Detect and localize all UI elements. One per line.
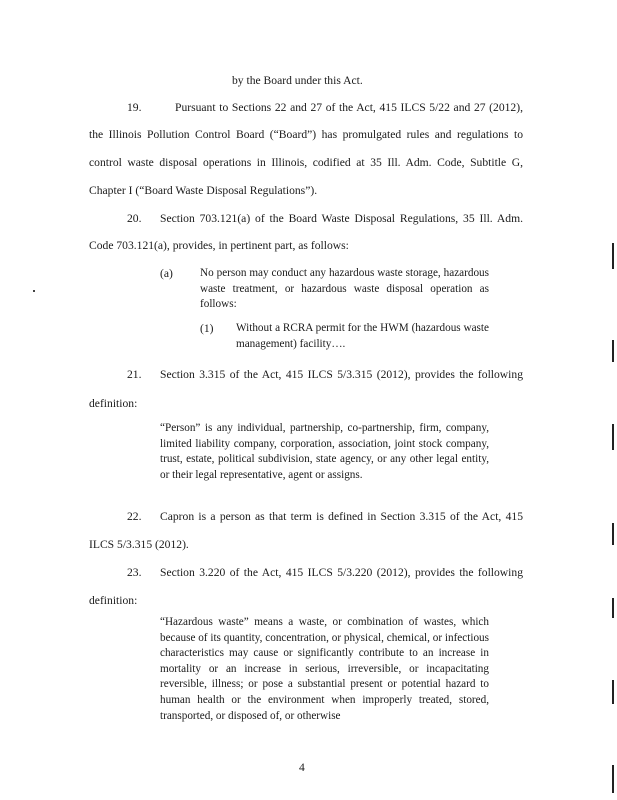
scan-mark — [612, 523, 614, 545]
text-line: the Illinois Pollution Control Board (“Board”) has promulgated rules and regulations to — [89, 128, 523, 141]
scan-mark — [612, 340, 614, 362]
text-line: Section 703.121(a) of the Board Waste Disposal Regulations, 35 Ill. Adm. — [160, 212, 523, 225]
block-quote: “Hazardous waste” means a waste, or combination of wastes, which because of its quantity, concentration, or physical, chemical, or infectious characteristics may cause or significantly contribute to an increase in mortality or an increase in serious, irreversible, or incapacitating reversible, illness; or pose a substantial present or potential hazard to human health or the environment when improperly treated, stored, transported, or disposed of, or otherwise — [160, 616, 489, 722]
text-line: definition: — [89, 594, 138, 607]
block-quote: “Person” is any individual, partnership, co-partnership, firm, company, limited liability company, corporation, association, joint stock company, trust, estate, political subdivision, state agency, or any other legal entity, or their legal representative, agent or assigns. — [160, 422, 489, 481]
scan-speck — [33, 290, 35, 292]
text-line: Chapter I (“Board Waste Disposal Regulations”). — [89, 184, 318, 197]
block-quote: Without a RCRA permit for the HWM (hazardous waste management) facility…. — [236, 322, 489, 350]
scan-mark — [612, 243, 614, 269]
paragraph-number: 23. — [127, 566, 142, 579]
text-line: Section 3.220 of the Act, 415 ILCS 5/3.220 (2012), provides the following — [160, 566, 523, 579]
scan-mark — [612, 598, 614, 618]
scan-mark — [612, 424, 614, 450]
text-line: control waste disposal operations in Illinois, codified at 35 Ill. Adm. Code, Subtitle G, — [89, 156, 523, 169]
text-line: Pursuant to Sections 22 and 27 of the Act, 415 ILCS 5/22 and 27 (2012), — [175, 101, 523, 114]
text-line: Capron is a person as that term is defined in Section 3.315 of the Act, 415 — [160, 510, 523, 523]
text-line: ILCS 5/3.315 (2012). — [89, 538, 189, 551]
paragraph-number: 21. — [127, 368, 142, 381]
block-quote-label: (a) — [160, 267, 173, 280]
paragraph-number: 22. — [127, 510, 142, 523]
scan-mark — [612, 765, 614, 793]
paragraph-number: 20. — [127, 212, 142, 225]
block-quote: No person may conduct any hazardous waste storage, hazardous waste treatment, or hazardous waste disposal operation as follows: — [200, 267, 489, 311]
scan-mark — [612, 680, 614, 704]
text-line: by the Board under this Act. — [232, 74, 363, 87]
paragraph-number: 19. — [127, 101, 142, 114]
block-quote-label: (1) — [200, 322, 214, 335]
text-line: Code 703.121(a), provides, in pertinent part, as follows: — [89, 239, 349, 252]
page-number: 4 — [299, 761, 305, 774]
text-line: Section 3.315 of the Act, 415 ILCS 5/3.315 (2012), provides the following — [160, 368, 523, 381]
text-line: definition: — [89, 397, 138, 410]
